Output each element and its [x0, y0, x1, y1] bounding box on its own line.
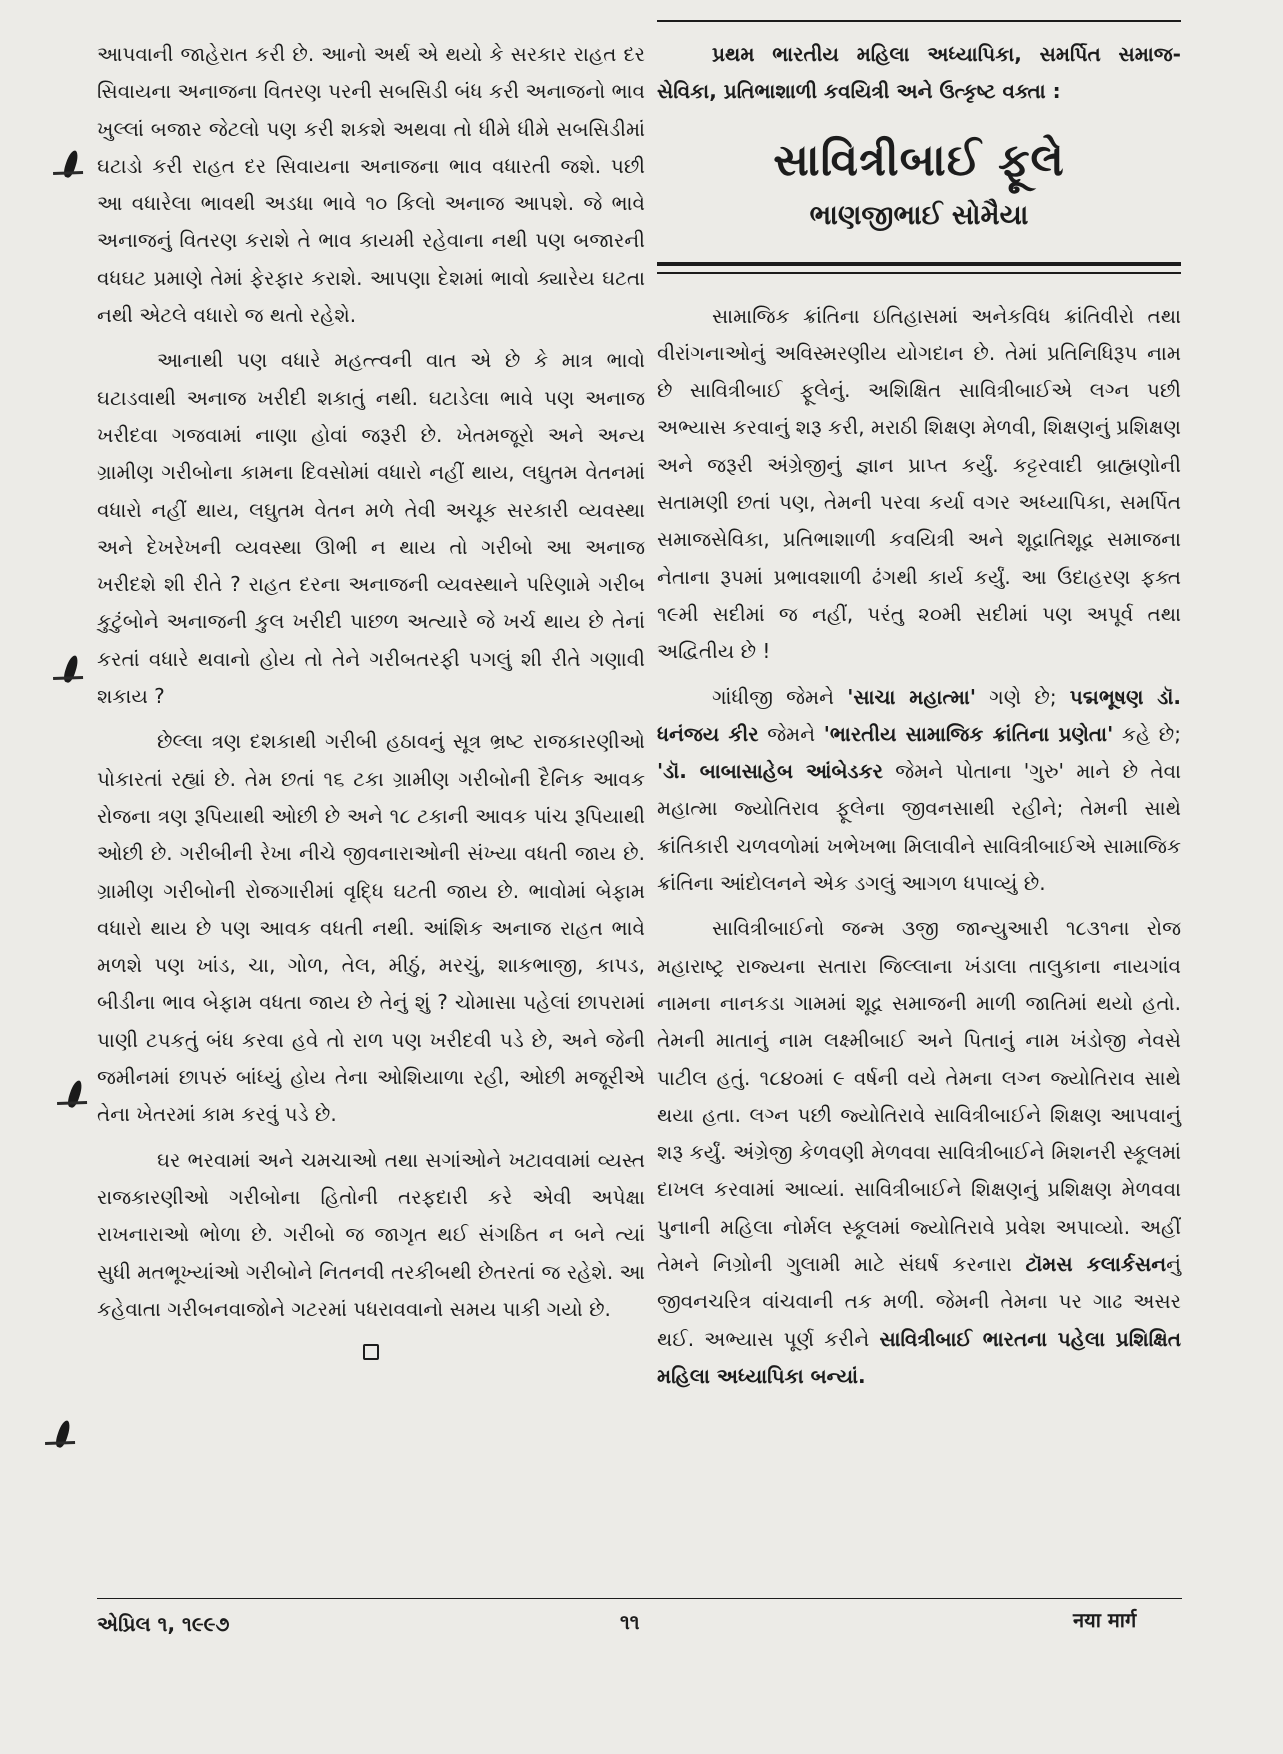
p2-quote-pioneer: 'ભારતીય સામાજિક ક્રાંતિના પ્રણેતા': [823, 721, 1114, 746]
article-paragraph-2: [657, 679, 1181, 903]
p3-text-c: નું જીવનચરિત્ર વાંચવાની તક મળી. જેમની તેમના પર ગાઢ અસર થઈ. અભ્યાસ પૂર્ણ કરીને: [657, 1252, 1182, 1351]
article-end-mark: [97, 1336, 645, 1373]
binding-hole-mark: [62, 654, 80, 684]
article-author: ભાણજીભાઈ સોમૈયા: [809, 199, 1029, 231]
top-rule: [657, 20, 1181, 22]
page-number: ૧૧: [620, 1610, 640, 1634]
binding-hole-mark: [62, 149, 80, 179]
binding-hole-mark: [66, 1079, 84, 1109]
left-paragraph-1: આપવાની જાહેરાત કરી છે. આનો અર્થ એ થયો કે સરકાર રાહત દર સિવાયના અનાજના વિતરણ પરની સબસિડી બંધ કરી અનાજનો ભાવ ખુલ્લાં બજાર જેટલો પણ કરી શકશે અથવા તો ધીમે ધીમે સબસિડીમાં ઘટાડો કરી રાહત દર સિવાયના અનાજના ભાવ વધારતી જશે. પછી આ વધારેલા ભાવથી અડધા ભાવે ૧૦ કિલો અનાજ આપશે. જે ભાવે અનાજનું વિતરણ કરાશે તે ભાવ કાયમી રહેવાના નથી પણ બજારની વધઘટ પ્રમાણે તેમાં ફેરફાર કરાશે. આપણા દેશમાં ભાવો ક્યારેય ઘટતા નથી એટલે વધારો જ થતો રહેશે.: [97, 42, 645, 328]
p3-thomas-clarkson: ટૉમસ કલાર્કસન: [1025, 1252, 1167, 1277]
p2-text-g: કહે છે;: [1113, 721, 1181, 746]
p2-text-c: ગણે છે;: [975, 684, 1070, 709]
double-rule: [657, 262, 1181, 274]
left-paragraph-4: ઘર ભરવામાં અને ચમચાઓ તથા સગાંઓને ખટાવવામાં વ્યસ્ત રાજકારણીઓ ગરીબોના હિતોની તરફદારી કરે એવી અપેક્ષા રાખનારાઓ ભોળા છે. ગરીબો જ જાગૃત થઈ સંગઠિત ન બને ત્યાં સુધી મતભૂખ્યાંઓ ગરીબોને નિતનવી તરકીબથી છેતરતાં જ રહેશે. આ કહેવાતા ગરીબનવાજોને ગટરમાં પધરાવવાનો સમય પાકી ગયો છે.: [97, 1147, 645, 1321]
article-paragraph-1: સામાજિક ક્રાંતિના ઇતિહાસમાં અનેકવિધ ક્રાંતિવીરો તથા વીરાંગનાઓનું અવિસ્મરણીય યોગદાન છે. તેમાં પ્રતિનિધિરૂપ નામ છે સાવિત્રીબાઈ ફૂલેનું. અશિક્ષિત સાવિત્રીબાઈએ લગ્ન પછી અભ્યાસ કરવાનું શરૂ કરી, મરાઠી શિક્ષણ મેળવી, શિક્ષણનું પ્રશિક્ષણ અને જરૂરી અંગ્રેજીનું જ્ઞાન પ્રાપ્ત કર્યું. કટ્ટરવાદી બ્રાહ્મણોની સતામણી છતાં પણ, તેમની પરવા કર્યા વગર અધ્યાપિકા, સમર્પિત સમાજસેવિકા, પ્રતિભાશાળી કવયિત્રી અને શૂદ્રાતિશૂદ્ર સમાજના નેતાના રૂપમાં પ્રભાવશાળી ઢંગથી કાર્ય કર્યું. આ ઉદાહરણ ફક્ત ૧૯મી સદીમાં જ નહીં, પરંતુ ૨૦મી સદીમાં પણ અપૂર્વ તથા અદ્વિતીય છે !: [657, 303, 1181, 664]
article-title: સાવિત્રીબાઈ ફૂલે: [773, 134, 1065, 186]
end-box-icon: [363, 1344, 379, 1360]
p2-text-a: ગાંધીજી જેમને: [712, 684, 848, 709]
p2-dhananjay-keer: પદ્મભૂષણ ડૉ. ધનંજય કીર: [657, 684, 1181, 746]
left-paragraph-3: છેલ્લા ત્રણ દશકાથી ગરીબી હઠાવનું સૂત્ર ભ્રષ્ટ રાજકારણીઓ પોકારતાં રહ્યાં છે. તેમ છતાં ૧૬ ટકા ગ્રામીણ ગરીબોની દૈનિક આવક રોજના ત્રણ રૂપિયાથી ઓછી છે અને ૧૮ ટકાની આવક પાંચ રૂપિયાથી ઓછી છે. ગરીબીની રેખા નીચે જીવનારાઓની સંખ્યા વધતી જાય છે. ગ્રામીણ ગરીબોની રોજગારીમાં વૃદ્ધિ ઘટતી જાય છે. ભાવોમાં બેફામ વધારો થાય છે પણ આવક વધતી નથી. આંશિક અનાજ રાહત ભાવે મળશે પણ ખાંડ, ચા, ગોળ, તેલ, મીઠું, મરચું, શાકભાજી, કાપડ, બીડીના ભાવ બેફામ વધતા જાય છે તેનું શું ? ચોમાસા પહેલાં છાપરામાં પાણી ટપકતું બંધ કરવા હવે તો રાળ પણ ખરીદવી પડે છે, અને જેની જમીનમાં છાપરું બાંધ્યું હોય તેના ઓશિયાળા રહી, ઓછી મજૂરીએ તેના ખેતરમાં કામ કરવું પડે છે.: [97, 729, 645, 1127]
footer-date: એપ્રિલ ૧, ૧૯૯૭: [97, 1612, 230, 1636]
publication-name: नया मार्ग: [1073, 1608, 1137, 1632]
left-column: [97, 36, 645, 1373]
binding-hole-mark: [54, 1419, 72, 1449]
p3-text-a: સાવિત્રીબાઈનો જન્મ ૩જી જાન્યુઆરી ૧૮૩૧ના રોજ મહારાષ્ટ્ર રાજ્યના સતારા જિલ્લાના ખંડાલા તાલુકાના નાયગાંવ નામના નાનકડા ગામમાં શૂદ્ર સમાજની માળી જાતિમાં થયો હતો. તેમની માતાનું નામ લક્ષ્મીબાઈ અને પિતાનું નામ ખંડોજી નેવસે પાટીલ હતું. ૧૮૪૦માં ૯ વર્ષની વયે તેમના લગ્ન જ્યોતિરાવ સાથે થયા હતા. લગ્ન પછી જ્યોતિરાવે સાવિત્રીબાઈને શિક્ષણ આપવાનું શરૂ કર્યું. અંગ્રેજી કેળવણી મેળવવા સાવિત્રીબાઈને મિશનરી સ્કૂલમાં દાખલ કરવામાં આવ્યાં. સાવિત્રીબાઈને શિક્ષણનું પ્રશિક્ષણ મેળવવા પુનાની મહિલા નોર્મલ સ્કૂલમાં જ્યોતિરાવે પ્રવેશ અપાવ્યો. અહીં તેમને નિગ્રોની ગુલામી માટે સંઘર્ષ કરનારા: [657, 916, 1181, 1277]
article-paragraph-3: [657, 910, 1181, 1395]
p2-quote-sacha-mahatma: 'સાચા મહાત્મા': [847, 684, 976, 709]
p3-first-teacher: સાવિત્રીબાઈ ભારતના પહેલા પ્રશિક્ષિત મહિલા અધ્યાપિકા બન્યાં.: [657, 1326, 1181, 1388]
footer-rule: [97, 1598, 1182, 1599]
left-paragraph-2: આનાથી પણ વધારે મહત્ત્વની વાત એ છે કે માત્ર ભાવો ઘટાડવાથી અનાજ ખરીદી શકાતું નથી. ઘટાડેલા ભાવે પણ અનાજ ખરીદવા ગજવામાં નાણા હોવાં જરૂરી છે. ખેતમજૂરો અને અન્ય ગ્રામીણ ગરીબોના કામના દિવસોમાં વધારો નહીં થાય, લઘુતમ વેતનમાં વધારો નહીં થાય, લઘુતમ વેતન મળે તેવી અચૂક સરકારી વ્યવસ્થા અને દેખરેખની વ્યવસ્થા ઊભી ન થાય તો ગરીબો આ અનાજ ખરીદશે શી રીતે ? રાહત દરના અનાજની વ્યવસ્થાને પરિણામે ગરીબ કુટુંબોને અનાજની કુલ ખરીદી પાછળ અત્યારે જે ખર્ચ થાય છે તેનાં કરતાં વધારે થવાનો હોય તો તેને ગરીબતરફી પગલું શી રીતે ગણાવી શકાય ?: [97, 348, 645, 709]
p2-text-e: જેમને: [758, 721, 824, 746]
p2-text-i: જેમને પોતાના 'ગુરુ' માને છે તેવા મહાત્મા જ્યોતિરાવ ફૂલેના જીવનસાથી રહીને; તેમની સાથે ક્રાંતિકારી ચળવળોમાં ખભેખભા મિલાવીને સાવિત્રીબાઈએ સામાજિક ક્રાંતિના આંદોલનને એક ડગલું આગળ ધપાવ્યું છે.: [657, 759, 1181, 896]
p2-ambedkar: 'ડૉ. બાબાસાહેબ આંબેડકર: [657, 759, 883, 784]
right-column: [657, 20, 1181, 1403]
article-subheading: પ્રથમ ભારતીય મહિલા અધ્યાપિકા, સમર્પિત સમાજ-સેવિકા, પ્રતિભાશાળી કવયિત્રી અને ઉત્કૃષ્ટ વક્તા :: [657, 42, 1181, 104]
